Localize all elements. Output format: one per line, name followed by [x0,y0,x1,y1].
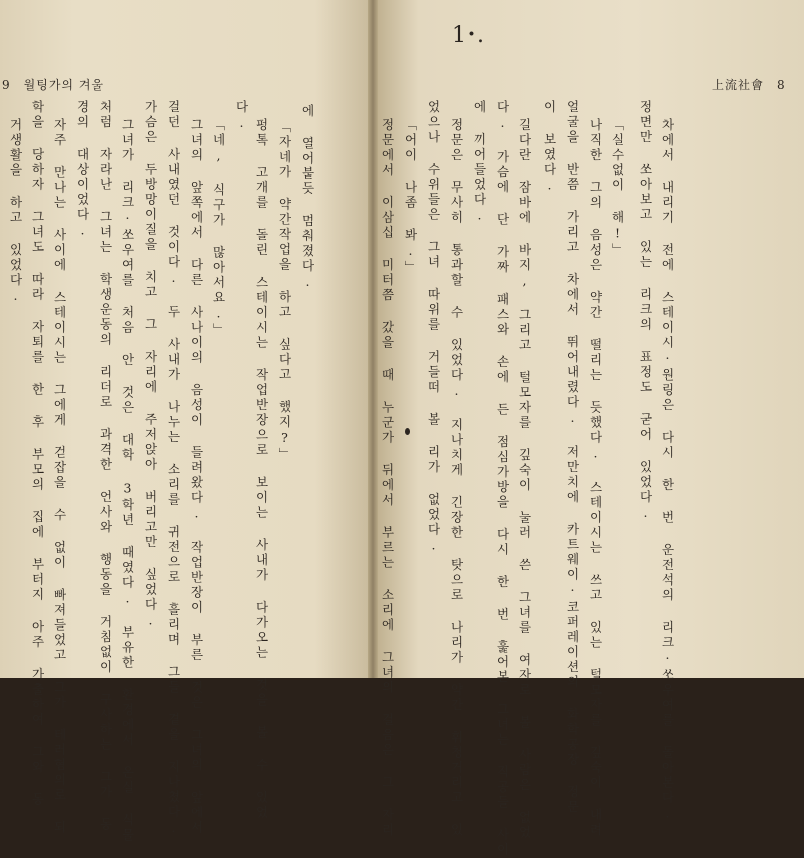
left-running-head: 9 월팅가의 겨울 [2,78,105,92]
right-running-head: 上流社會 8 [712,78,786,92]
pencil-mark: 1･. [452,23,484,48]
text-column: 경의 대상이었다. [75,100,90,240]
text-column: 에 열어붙듯 멈춰졌다. [300,104,315,292]
text-column: 에 끼어들었다. [472,100,487,225]
text-column: 「어이 나좀 봐.」 [403,118,418,276]
text-column: 학을 당하자 그녀도 따라 자퇴를 한 후 부모의 집에 부터지 아주 가출하여 그와 동 [30,100,45,808]
text-column: 얼굴을 반쯤 가리고 차에서 뛰어내렸다. 저만치에 카트웨이·코퍼레이션의 화학공장 정문 [565,100,580,815]
text-column: 정면만 쏘아보고 있는 리크의 표정도 굳어 있었다. [638,100,653,523]
text-column: 그녀가 리크·쏘우여를 처음 안 것은 대학 3학년 때였다. 부유한 환경에서 온실 식물 [120,118,135,843]
text-column: 차에서 내리기 전에 스테이시·원링은 다시 한 번 운전석의 리크·쏘우여를 돌아본다. [660,118,675,823]
text-column: 가슴은 두방망이질을 치고 그 자리에 주저앉아 버리고만 싶었다. [143,100,158,630]
text-column: 길다란 잠바에 바지, 그리고 털모자를 깊숙이 눌러 쓴 그녀를 여자로 볼 사람은 없었 [517,118,532,841]
text-column: 그녀의 앞쪽에서 다른 사나이의 음성이 들려왔다. 작업반장이 부른 것은 그녀의 앞에서 [189,118,204,836]
text-column [0,100,4,765]
text-column: 처럼 자라난 그녀는 학생운동의 리더로 과격한 언사와 행동을 거침없이 구사하는 그가 동 [98,100,113,833]
text-column: 자주 만나는 사이에 스테이시는 그에게 걷잡을 수 없이 빠져들었고 그가 테러혐의로 되 [52,118,67,836]
text-column: 「실수없이 해!」 [610,118,625,258]
ink-spot [405,428,410,435]
text-column: 었으나 수위들은 그녀 따위를 거들떠 볼 리가 없었다. [426,100,441,555]
text-column: 「네, 식구가 많아서요.」 [211,118,226,338]
text-column: 다. 가슴에 단 가짜 패스와 손에 든 점심가방을 다시 한 번 훑어본 그녀는 직공들 사이 [495,100,510,858]
text-column: 정문에서 이삼십 미터쯤 갔을 때 누군가 뒤에서 부르는 소리에 그녀의 걸음은 그 자리 [380,118,395,838]
text-column: 나직한 그의 음성은 약간 떨리는 듯했다. 스테이시는 쓰고 있는 털모자를 깊숙이 내려 [588,118,603,838]
text-column: 「자네가 약간작업을 하고 싶다고 했지?」 [277,120,292,463]
text-column: 정문은 무사히 통과할 수 있었다. 지나치게 긴장한 탓으로 나리가 약간 휘청거리고 있 [449,118,464,838]
text-column: 걸던 사내였던 것이다. 두 사내가 나누는 소리를 귀전으로 흘리며 그들 곁을 지나쳤다. [166,100,181,838]
text-column: 거생활을 하고 있었다. [8,118,23,306]
text-column: 다. [234,100,249,133]
text-column: 이 보였다. [542,100,557,195]
text-column: 펑톡 고개를 돌린 스테이시는 작업반장으로 보이는 사내가 다가오는 것을 볼 수 있었 [254,118,269,821]
